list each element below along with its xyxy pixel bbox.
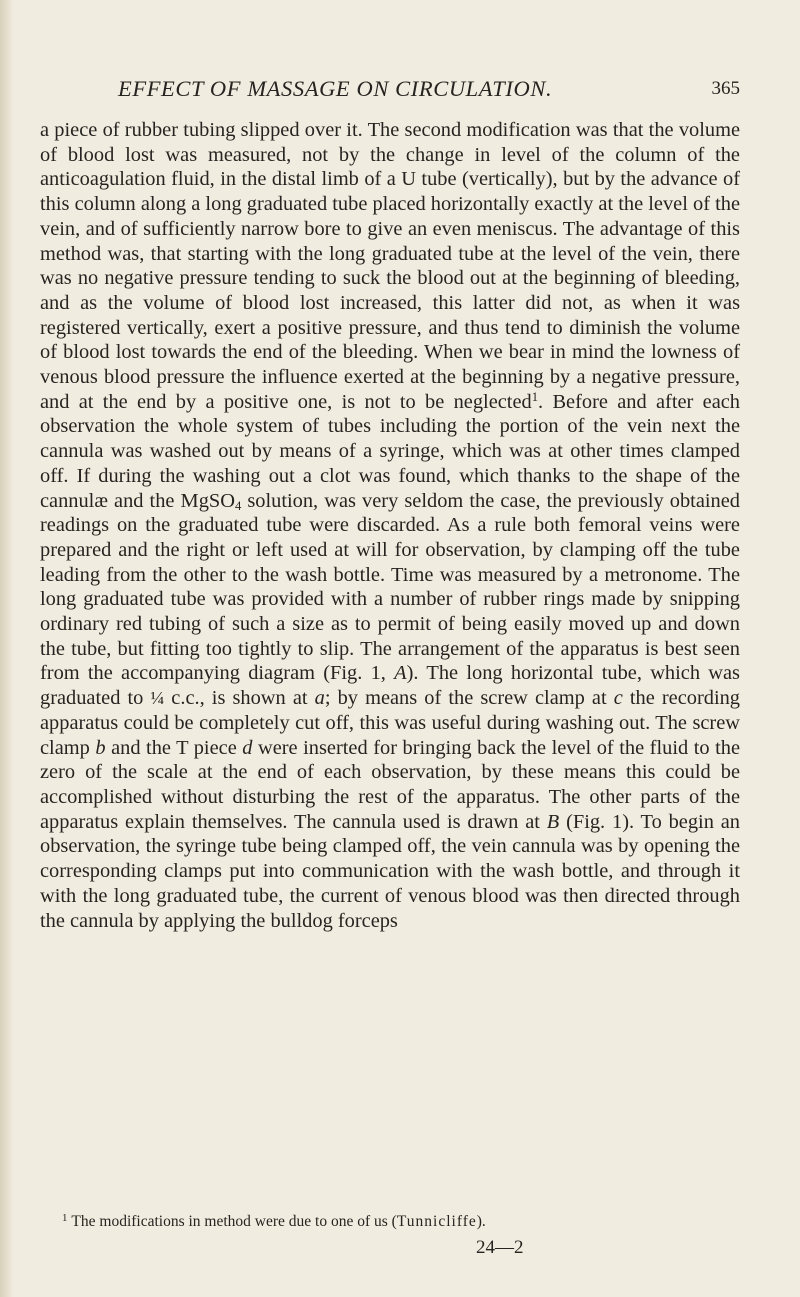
figure-label: A	[394, 662, 407, 685]
footnote	[62, 1213, 742, 1231]
subscript: 4	[234, 498, 242, 513]
fraction: ¼	[150, 688, 165, 709]
figure-label: c	[613, 687, 623, 710]
figure-label: a	[314, 687, 325, 710]
text-run: c.c., is shown at	[164, 687, 315, 710]
page-header	[118, 76, 740, 106]
text-run: (Fig. 1). To begin an observation, the syringe tube being clamped off, the vein cannula was by opening the corresponding clamps put into communication with the wash bottle, and through it with the long graduated tube, the current of venous blood was then directed through the cannula by applying the bulldog forceps	[40, 810, 740, 932]
body-paragraph	[40, 118, 740, 933]
footnote-tail: ).	[476, 1213, 486, 1230]
text-run: were inserted for bringing back the level of the fluid to the zero of the scale at the end of each observation, by these means this could be accomplished without disturbing the rest of the apparatus. The other parts of the apparatus explain themselves. The cannula used is drawn at	[40, 736, 740, 833]
footnote-reference: 1	[531, 389, 539, 404]
footnote-text: The modifications in method were due to one of us (	[71, 1213, 397, 1230]
figure-label: B	[546, 810, 560, 833]
text-run: and the T piece	[105, 736, 243, 759]
figure-label: b	[95, 736, 106, 759]
text-run: a piece of rubber tubing slipped over it. The second modification was that the volume of blood lost was measured, not by the change in level of the column of the anticoagulation fluid, in the distal limb of a U tube (vertically), but by the advance of this column along a long graduated tube placed horizontally exactly at the level of the vein, and of sufficiently narrow bore to give an even meniscus. The advantage of this method was, that starting with the long graduated tube at the level of the vein, there was no negative pressure tending to suck the blood out at the beginning of bleeding, and as the volume of blood lost increased, this latter did not, as when it was registered vertically, exert a positive pressure, and thus tend to diminish the volume of blood lost towards the end of the bleeding. When we bear in mind the lowness of venous blood pressure the influence exerted at the beginning by a negative pressure, and at the end by a positive one, is not to be neglected	[40, 119, 740, 413]
text-run: the recording apparatus could be completely cut off, this was useful during washing out. The screw clamp	[40, 687, 741, 759]
figure-label: d	[242, 736, 253, 759]
scan-edge-shadow	[0, 0, 14, 1297]
text-run: ). The long horizontal tube, which was graduated to	[40, 662, 740, 710]
text-run: . Before and after each observation the whole system of tubes including the portion of the vein next the cannula was washed out by means of a syringe, which was at other times clamped off. If during the washing out a clot was found, which thanks to the shape of the cannulæ and the MgSO	[40, 390, 740, 512]
text-run: ; by means of the screw clamp at	[324, 687, 614, 710]
page-number: 365	[711, 78, 740, 99]
footnote-marker: 1	[62, 1211, 68, 1224]
signature-mark: 24—2	[476, 1237, 524, 1258]
text-run: solution, was very seldom the case, the previously obtained readings on the graduated tube were discarded. As a rule both femoral veins were prepared and the right or left used at will for observation, by clamping off the tube leading from the other to the wash bottle. Time was measured by a metronome. The long graduated tube was provided with a number of rubber rings made by snipping ordinary red tubing of such a size as to permit of being easily moved up and down the tube, but fitting too tightly to slip. The arrangement of the apparatus is best seen from the accompanying diagram (Fig. 1,	[40, 489, 740, 685]
running-title: EFFECT OF MASSAGE ON CIRCULATION.	[118, 76, 553, 101]
footnote-author: Tunnicliffe	[396, 1213, 477, 1230]
